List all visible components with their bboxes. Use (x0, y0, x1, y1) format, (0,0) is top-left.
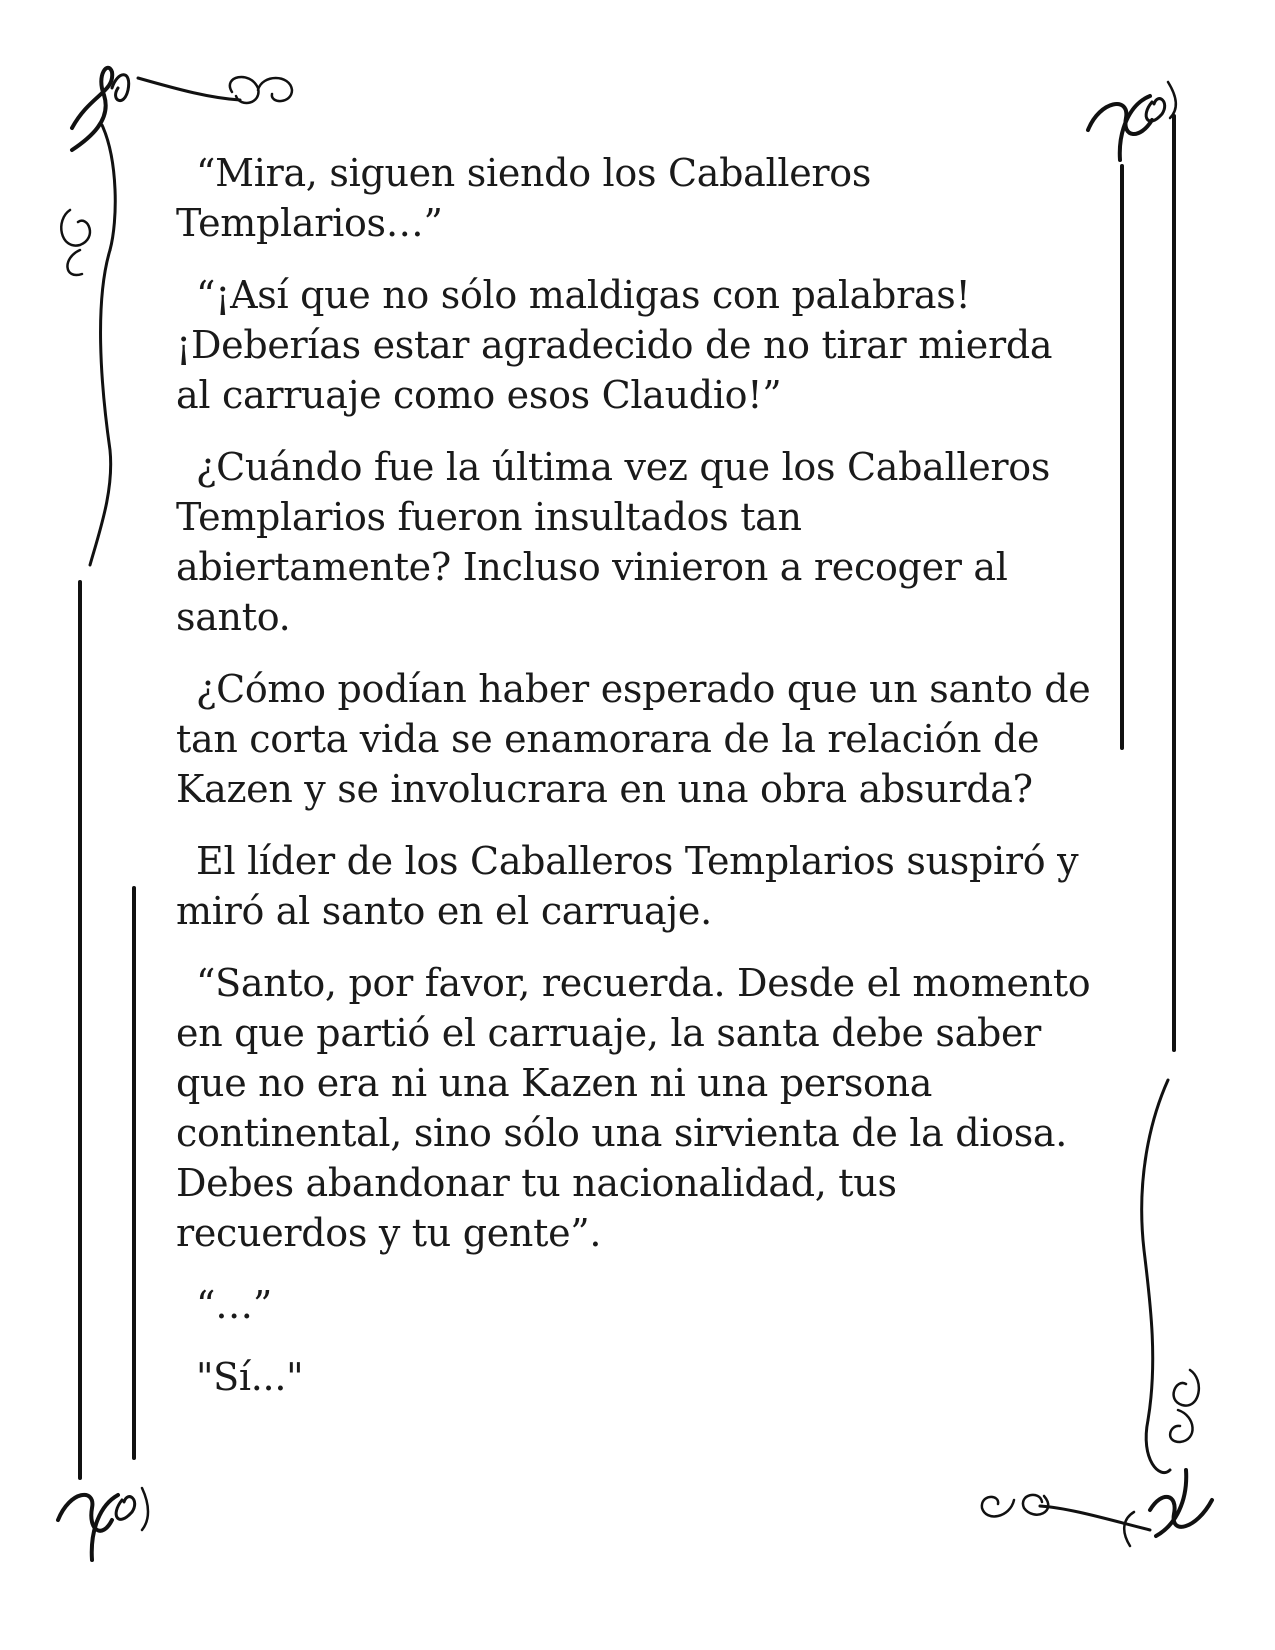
bottom-left-flourish-icon (58, 1488, 148, 1560)
chapter-text-body (176, 148, 1096, 1424)
paragraph-4: ¿Cómo podían haber esperado que un santo de tan corta vida se enamorara de la relación de Kazen y se involucrara en una obra absurda? (176, 667, 1091, 811)
top-right-flourish-icon (1088, 82, 1176, 160)
paragraph-6: “Santo, por favor, recuerda. Desde el momento en que partió el carruaje, la santa debe saber que no era ni una Kazen ni una persona continental, sino sólo una sirvienta de la diosa. Debes abandonar tu nacionalidad, tus recuerdos y tu gente”. (176, 961, 1091, 1255)
paragraph-1: “Mira, siguen siendo los Caballeros Templarios…” (176, 151, 872, 245)
paragraph-3: ¿Cuándo fue la última vez que los Caballeros Templarios fueron insultados tan abiertamente? Incluso vinieron a recoger al santo. (176, 445, 1051, 639)
paragraph-8: "Sí..." (196, 1355, 304, 1399)
paragraph-7: “…” (196, 1283, 272, 1327)
paragraph-2: “¡Así que no sólo maldigas con palabras! ¡Deberías estar agradecido de no tirar mierda al carruaje como esos Claudio!” (176, 273, 1053, 417)
paragraph-5: El líder de los Caballeros Templarios suspiró y miró al santo en el carruaje. (176, 839, 1079, 933)
